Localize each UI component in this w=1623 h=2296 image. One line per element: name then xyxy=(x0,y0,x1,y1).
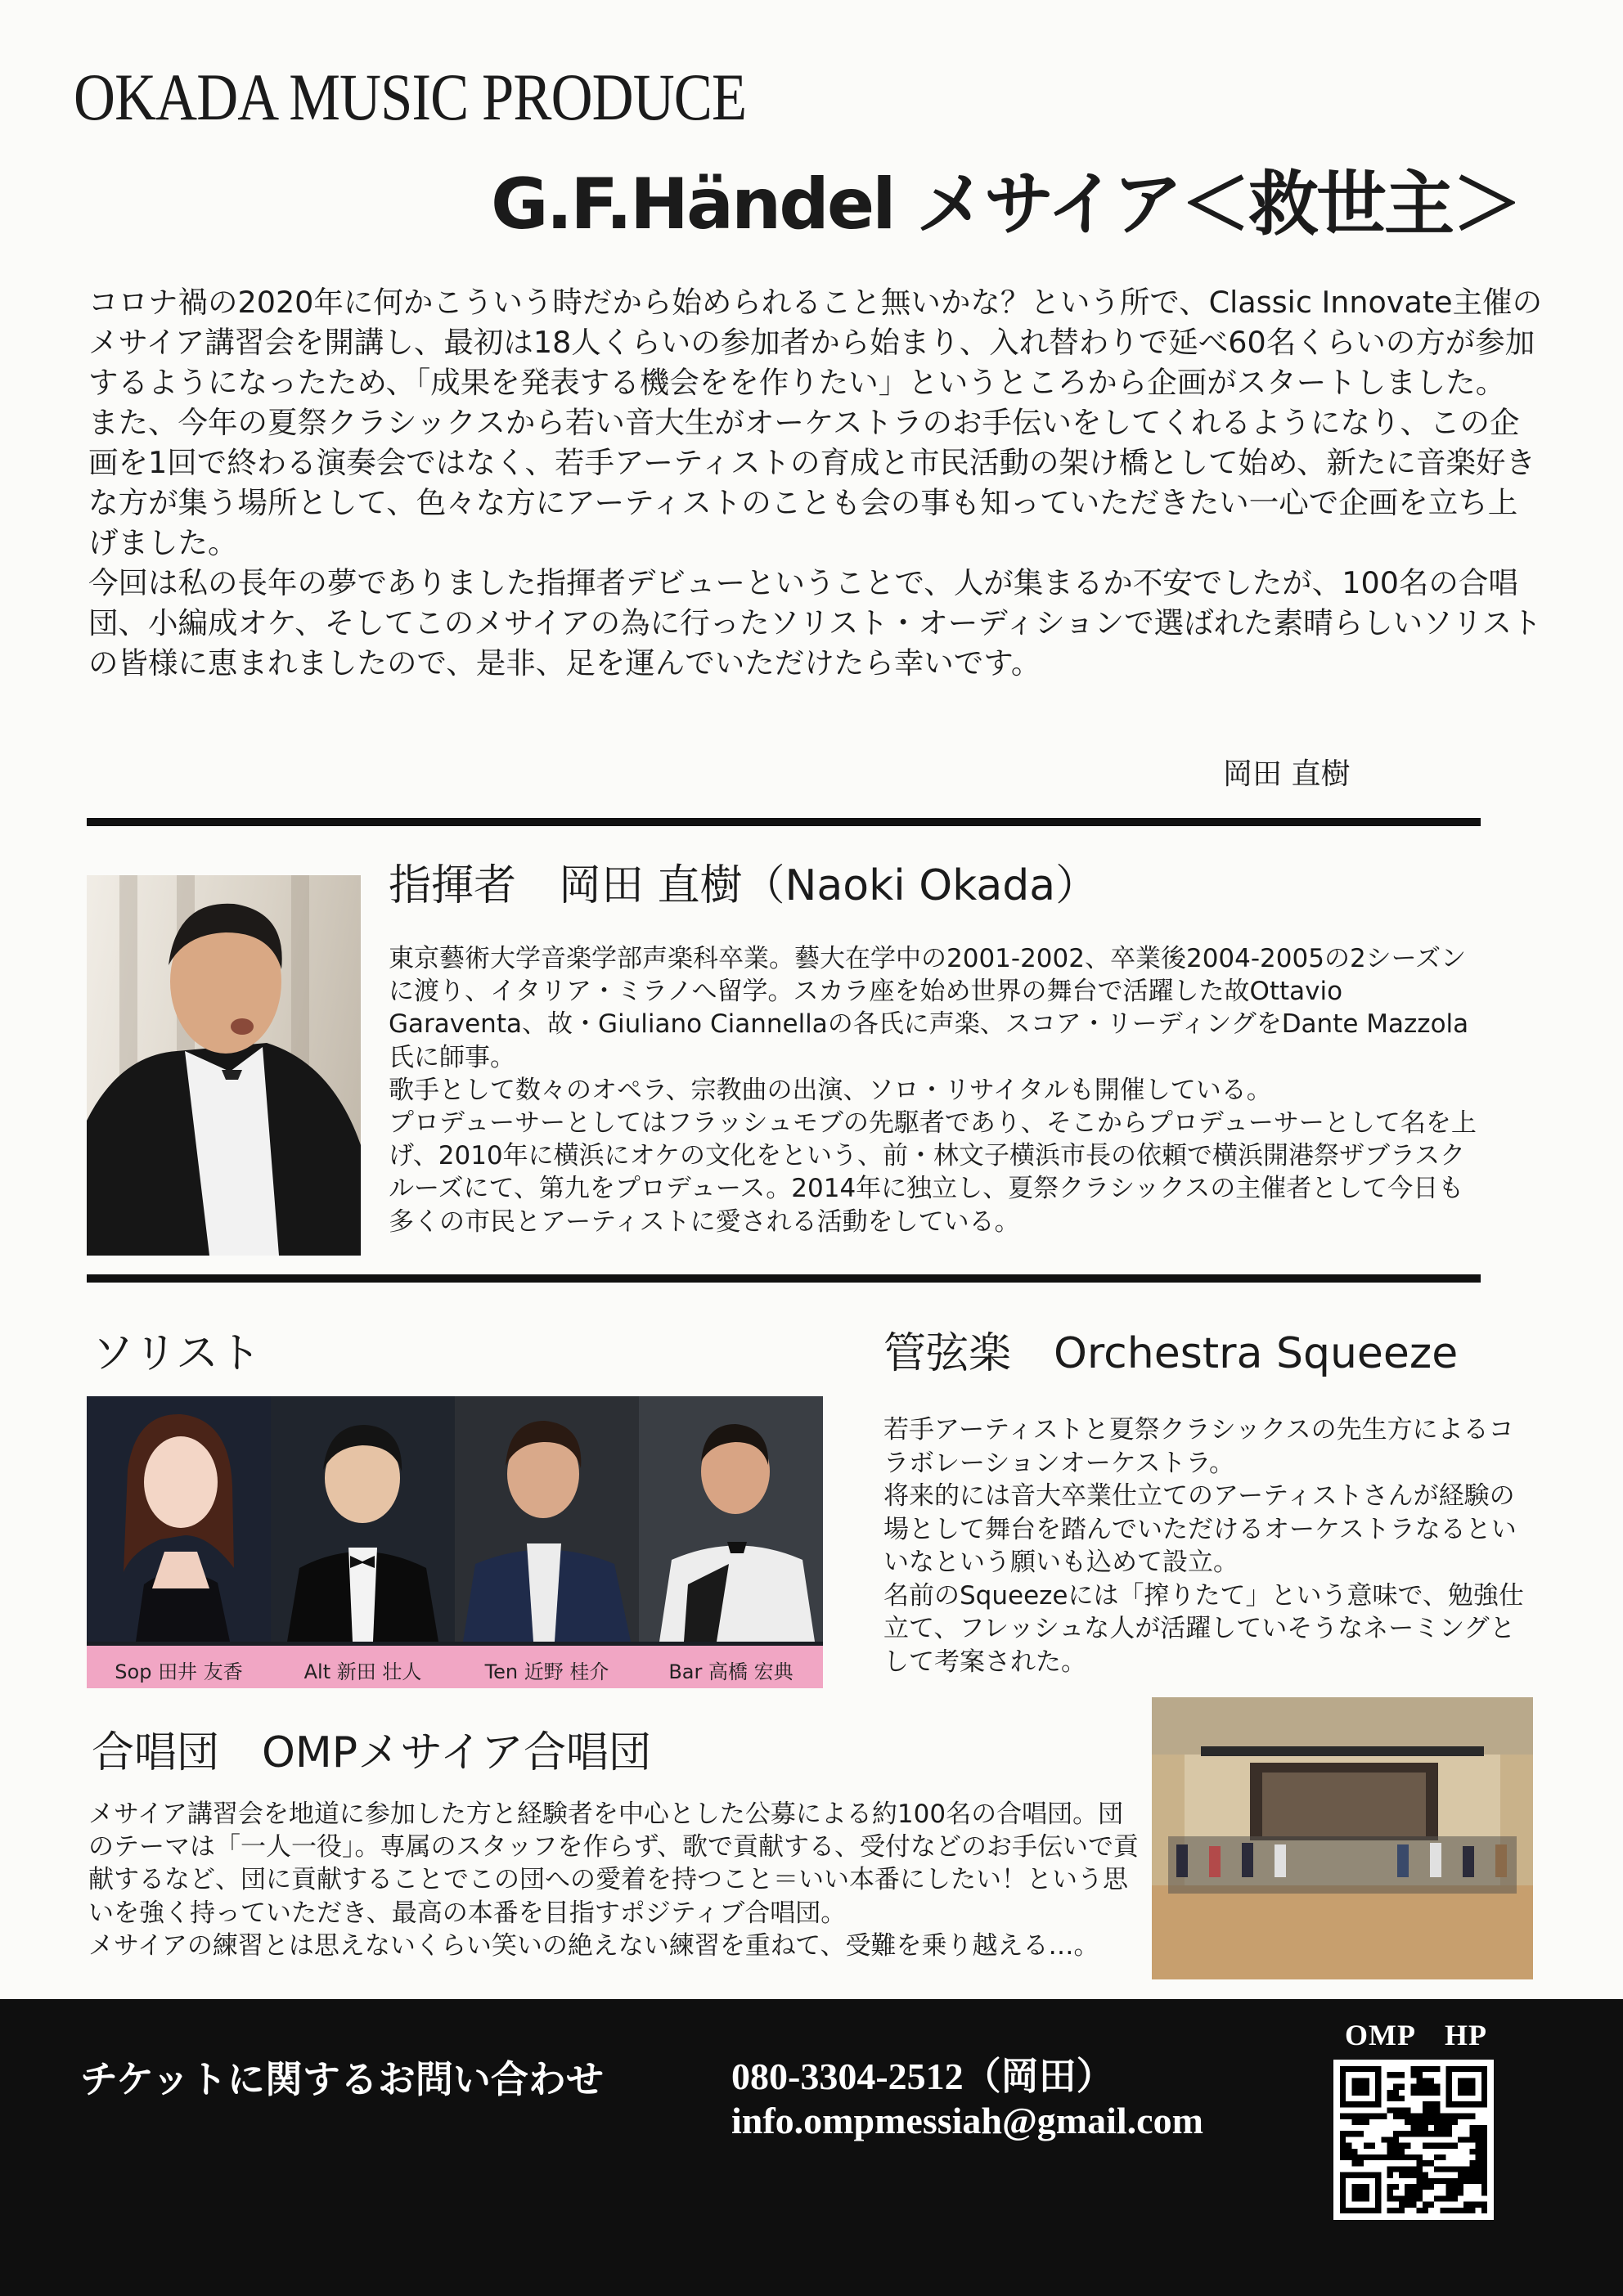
conductor-bio xyxy=(389,942,1485,1238)
orchestra-paragraph: 名前のSqueezeには「搾りたて」という意味で、勉強仕立て、フレッシュな人が活躍していそうなネーミングとして考案された。 xyxy=(883,1580,1524,1677)
soloist-photo xyxy=(455,1396,639,1642)
conductor-bio-paragraph: 歌手として数々のオペラ、宗教曲の出演、ソロ・リサイタルも開催している。 xyxy=(389,1075,1272,1105)
conductor-bio-paragraph: 東京藝術大学音楽学部声楽科卒業。藝大在学中の2001-2002、卒業後2004-2005の2シーズンに渡り、イタリア・ミラノへ留学。スカラ座を始め世界の舞台で活躍した故Ottavio Garaventa、故・Giuliano Ciannellaの各氏に声楽、スコア・リーディングをDante Mazzola氏に師事。 xyxy=(389,944,1469,1072)
ticket-inquiry-label: チケットに関するお問い合わせ xyxy=(80,2057,604,2101)
intro-paragraph: コロナ禍の2020年に何かこういう時だから始められること無いかな？という所で、Classic Innovate主催のメサイア講習会を開講し、最初は18人くらいの参加者から始まり、入れ替わりで延べ60名くらいの方が参加するようになったため、「成果を発表する機会をを作りたい」というところから企画がスタートしました。 xyxy=(88,285,1543,400)
soloist-captions xyxy=(87,1646,823,1688)
soloist-photo xyxy=(87,1396,271,1642)
contact-phone[interactable]: 080-3304-2512（岡田） xyxy=(731,2056,1114,2097)
divider xyxy=(87,818,1481,826)
conductor-heading: 指揮者 岡田 直樹（Naoki Okada） xyxy=(389,861,1099,910)
conductor-photo xyxy=(87,875,361,1256)
concert-title: G.F.Händel メサイア＜救世主＞ xyxy=(491,164,1520,245)
intro-paragraph: また、今年の夏祭クラシックスから若い音大生がオーケストラのお手伝いをしてくれるようになり、この企画を1回で終わる演奏会ではなく、若手アーティストの育成と市民活動の架け橋として始め、新たに音楽好きな方が集う場所として、色々な方にアーティストのことも会の事も知っていただきたい一心で企画を立ち上げました。 xyxy=(88,405,1536,560)
intro-text xyxy=(88,282,1544,683)
intro-paragraph: 今回は私の長年の夢でありました指揮者デビューということで、人が集まるか不安でしたが、100名の合唱団、小編成オケ、そしてこのメサイアの為に行ったソリスト・オーディションで選ばれた素晴らしいソリストの皆様に恵まれましたので、是非、足を運んでいただけたら幸いです。 xyxy=(88,565,1542,681)
choir-text xyxy=(88,1798,1144,1962)
soloists-heading: ソリスト xyxy=(92,1329,261,1378)
soloist-caption: Bar 高橋 宏典 xyxy=(668,1660,794,1683)
qr-label: OMP HP xyxy=(1345,2019,1487,2051)
contact-footer xyxy=(0,1999,1623,2296)
soloist-photo xyxy=(639,1396,823,1642)
choir-paragraph: メサイア講習会を地道に参加した方と経験者を中心とした公募による約100名の合唱団。団のテーマは「一人一役」。専属のスタッフを作らず、歌で貢献する、受付などのお手伝いで貢献するなど、団に貢献することでこの団への愛着を持つこと＝いい本番にしたい！という思いを強く持っていただき、最高の本番を目指すポジティブ合唱団。 xyxy=(88,1800,1140,1928)
divider xyxy=(87,1274,1481,1283)
orchestra-paragraph: 若手アーティストと夏祭クラシックスの先生方によるコラボレーションオーケストラ。 xyxy=(883,1415,1514,1478)
soloists-photo xyxy=(87,1396,823,1687)
rehearsal-hall-photo xyxy=(1152,1697,1533,1979)
orchestra-heading: 管弦楽 Orchestra Squeeze xyxy=(883,1329,1459,1378)
choir-paragraph: メサイアの練習とは思えないくらい笑いの絶えない練習を重ねて、受難を乗り越える…。 xyxy=(88,1930,1099,1961)
soloist-caption: Ten 近野 桂介 xyxy=(484,1660,609,1683)
organizer-title: OKADA MUSIC PRODUCE xyxy=(74,60,747,134)
soloist-photo xyxy=(271,1396,455,1642)
orchestra-text xyxy=(883,1413,1530,1678)
contact-email[interactable]: info.ompmessiah@gmail.com xyxy=(731,2100,1203,2141)
orchestra-paragraph: 将来的には音大卒業仕立てのアーティストさんが経験の場として舞台を踏んでいただけるオーケストラなるといいなという願いも込めて設立。 xyxy=(883,1481,1517,1577)
conductor-bio-paragraph: プロデューサーとしてはフラッシュモブの先駆者であり、そこからプロデューサーとして名を上げ、2010年に横浜にオケの文化をという、前・林文子横浜市長の依頼で横浜開港祭ザブラスクルーズにて、第九をプロデュース。2014年に独立し、夏祭クラシックスの主催者として今日も多くの市民とアーティストに愛される活動をしている。 xyxy=(389,1108,1477,1237)
choir-heading: 合唱団 OMPメサイア合唱団 xyxy=(92,1728,651,1777)
soloist-caption: Sop 田井 友香 xyxy=(115,1660,243,1683)
intro-signature: 岡田 直樹 xyxy=(1223,757,1351,791)
soloist-caption: Alt 新田 壮人 xyxy=(303,1660,422,1683)
qr-code[interactable] xyxy=(1333,2060,1494,2220)
